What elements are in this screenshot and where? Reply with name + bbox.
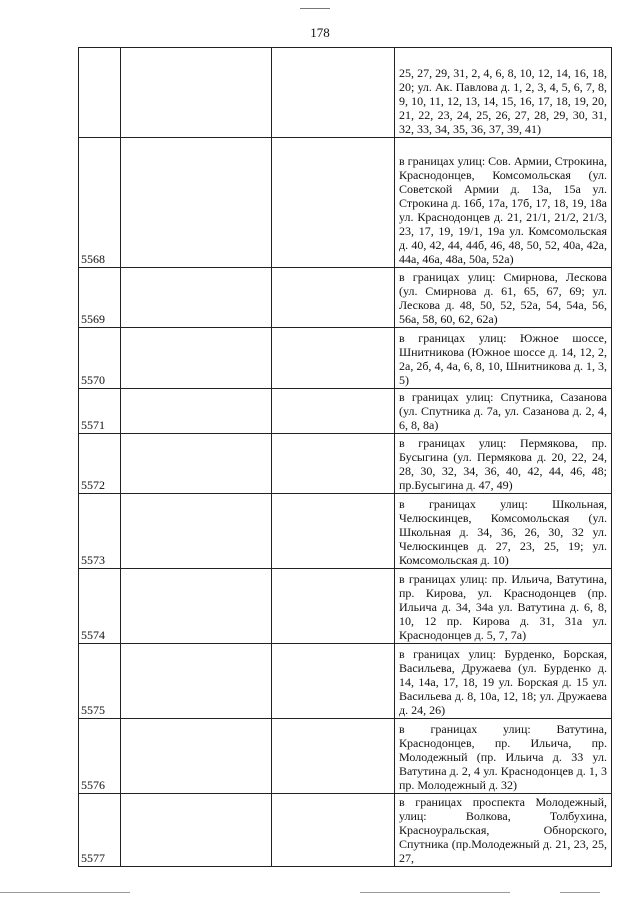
address-cell: [395, 328, 612, 389]
table-row: [79, 719, 612, 794]
empty-cell: [272, 138, 395, 268]
address-text: в границах улиц: Смирнова, Лескова (ул. Смирнова д. 61, 65, 67, 69; ул. Лескова д. 48, 50, 52, 52а, 54, 54а, 56, 56а, 58, 60, 62, 62а): [399, 270, 607, 326]
address-text: в границах улиц: Сов. Армии, Строкина, Краснодонцев, Комсомольская (ул. Советской Армии д. 13а, 15а ул. Строкина д. 16б, 17а, 17б, 17, 18, 19, 18а ул. Краснодонцев д. 21, 21/1, 21/2, 21/3, 23, 17, 19, 19/1, 19а ул. Комсомольская д. 40, 42, 44, 44б, 46, 48, 50, 52, 40а, 42а, 44а, 46а, 48а, 50а, 52а): [399, 154, 607, 266]
address-cell: [395, 268, 612, 328]
address-cell: [395, 794, 612, 867]
address-cell: [395, 719, 612, 794]
district-number: 5573: [79, 494, 121, 569]
table-row: [79, 268, 612, 328]
district-number: 5570: [79, 328, 121, 389]
district-number: 5568: [79, 138, 121, 268]
table-row: [79, 569, 612, 644]
district-number: 5575: [79, 644, 121, 719]
address-cell: [395, 644, 612, 719]
table-row: [79, 794, 612, 867]
empty-cell: [121, 328, 272, 389]
table-row: [79, 48, 612, 138]
empty-cell: [272, 389, 395, 434]
empty-cell: [121, 494, 272, 569]
empty-cell: [121, 138, 272, 268]
empty-cell: [121, 644, 272, 719]
district-number: 5574: [79, 569, 121, 644]
table-row: [79, 644, 612, 719]
address-cell: [395, 569, 612, 644]
table-row: [79, 389, 612, 434]
polling-district-table: [78, 47, 612, 867]
address-cell: [395, 389, 612, 434]
empty-cell: [272, 434, 395, 494]
scan-edge-marks: [0, 888, 640, 898]
district-number: 5577: [79, 794, 121, 867]
empty-cell: [272, 328, 395, 389]
empty-cell: [121, 268, 272, 328]
address-text: в границах улиц: Ватутина, Краснодонцев, пр. Ильича, пр. Молодежный (пр. Ильича д. 33 ул. Ватутина д. 2, 4 ул. Краснодонцев д. 1, 3 пр. Молодежный д. 32): [399, 722, 607, 792]
header-rule: [300, 8, 330, 9]
district-number: 5571: [79, 389, 121, 434]
address-cell: [395, 494, 612, 569]
district-number: 5576: [79, 719, 121, 794]
empty-cell: [121, 48, 272, 138]
address-text: в границах улиц: пр. Ильича, Ватутина, пр. Кирова, ул. Краснодонцев (пр. Ильича д. 34, 34а ул. Ватутина д. 6, 8, 10, 12 пр. Кирова д. 31, 31а ул. Краснодонцев д. 5, 7, 7а): [399, 572, 607, 642]
empty-cell: [121, 794, 272, 867]
empty-cell: [121, 569, 272, 644]
empty-cell: [272, 494, 395, 569]
empty-cell: [121, 389, 272, 434]
table-row: [79, 434, 612, 494]
address-text: в границах улиц: Пермякова, пр. Бусыгина (ул. Пермякова д. 20, 22, 24, 28, 30, 32, 34, 36, 40, 42, 44, 46, 48; пр.Бусыгина д. 47, 49): [399, 436, 607, 492]
empty-cell: [272, 644, 395, 719]
table-row: [79, 328, 612, 389]
empty-cell: [121, 434, 272, 494]
address-text: в границах улиц: Спутника, Сазанова (ул. Спутника д. 7а, ул. Сазанова д. 2, 4, 6, 8, 8а): [399, 390, 607, 432]
empty-cell: [272, 268, 395, 328]
address-cell: [395, 48, 612, 138]
table-row: [79, 138, 612, 268]
empty-cell: [272, 794, 395, 867]
page-number: 178: [310, 25, 330, 40]
empty-cell: [272, 48, 395, 138]
empty-cell: [272, 719, 395, 794]
table-row: [79, 494, 612, 569]
district-number: 5572: [79, 434, 121, 494]
address-text: в границах улиц: Южное шоссе, Шнитникова (Южное шоссе д. 14, 12, 2, 2а, 2б, 4, 4а, 6, 8, 10, Шнитникова д. 1, 3, 5): [399, 331, 607, 387]
address-text: в границах проспекта Молодежный, улиц: Волкова, Толбухина, Красноуральская, Обнорского, Спутника (пр.Молодежный д. 21, 23, 25, 27,: [399, 795, 607, 865]
address-cell: [395, 434, 612, 494]
address-text: 25, 27, 29, 31, 2, 4, 6, 8, 10, 12, 14, 16, 18, 20; ул. Ак. Павлова д. 1, 2, 3, 4, 5, 6, 7, 8, 9, 10, 11, 12, 13, 14, 15, 16, 17, 18, 19, 20, 21, 22, 23, 24, 25, 26, 27, 28, 29, 30, 31, 32, 33, 34, 35, 36, 37, 39, 41): [399, 66, 607, 136]
address-text: в границах улиц: Бурденко, Борская, Васильева, Дружаева (ул. Бурденко д. 14, 14а, 17, 18, 19 ул. Борская д. 15 ул. Васильева д. 8, 10а, 12, 18; ул. Дружаева д. 24, 26): [399, 647, 607, 717]
address-cell: [395, 138, 612, 268]
empty-cell: [272, 569, 395, 644]
district-number: 5569: [79, 268, 121, 328]
district-number: [79, 48, 121, 138]
empty-cell: [121, 719, 272, 794]
address-text: в границах улиц: Школьная, Челюскинцев, Комсомольская (ул. Школьная д. 34, 36, 26, 30, 32 ул. Челюскинцев д. 27, 23, 25, 19; ул. Комсомольская д. 10): [399, 497, 607, 567]
